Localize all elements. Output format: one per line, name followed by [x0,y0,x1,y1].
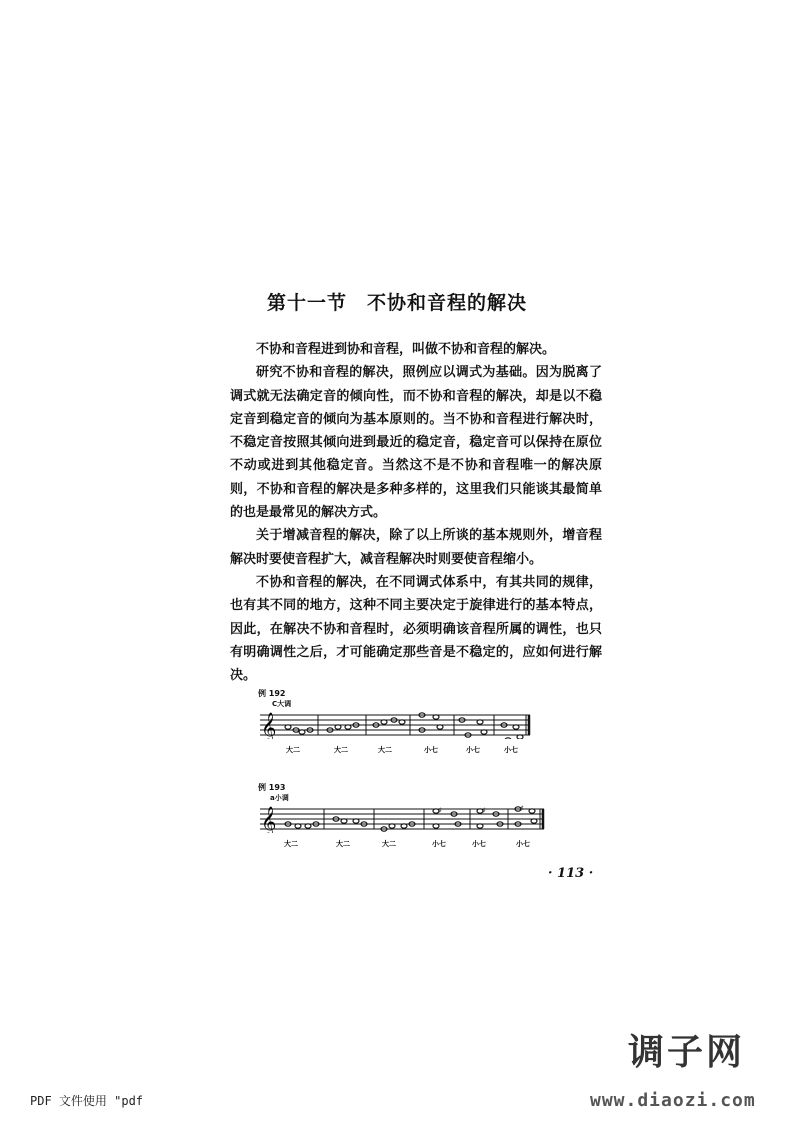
key-label: C大调 [272,700,292,708]
sharp-icon: ♯ [520,804,524,813]
interval-labels [258,743,538,755]
sharp-icon: ♯ [438,806,442,815]
interval-label: 小七 [432,840,446,848]
music-example-192 [258,688,538,755]
treble-clef-icon: 𝄞 [261,807,277,833]
interval-label: 小七 [472,840,486,848]
interval-label: 小七 [504,746,518,754]
example-label: 例 193 [258,783,286,792]
interval-label: 大二 [382,840,396,848]
watermark-url[interactable]: www.diaozi.com [590,1090,756,1111]
interval-label: 大二 [336,840,350,848]
interval-label: 大二 [334,746,348,754]
interval-label: 小七 [466,746,480,754]
section-title: 第十一节 不协和音程的解决 [266,292,527,314]
interval-label: 大二 [284,840,298,848]
paragraph-3: 关于增减音程的解决，除了以上所谈的基本规则外，增音程解决时要使音程扩大，减音程解决时则要使音程缩小。 [230,528,602,567]
paragraph-2: 研究不协和音程的解决，照例应以调式为基础。因为脱离了调式就无法确定音的倾向性，而不协和音程的解决，却是以不稳定音到稳定音的倾向为基本原则的。当不协和音程进行解决时，不稳定音按照其倾向进到最近的稳定音，稳定音可以保持在原位不动或进到其他稳定音。当然这不是不协和音程唯一的解决原则，不协和音程的解决是多种多样的，这里我们只能谈其最简单的也是最常见的解决方式。 [230,365,602,521]
example-label: 例 192 [258,689,286,698]
paragraph-1: 不协和音程进到协和音程，叫做不协和音程的解决。 [256,342,556,357]
interval-label: 小七 [424,746,438,754]
music-staff [258,803,548,833]
sharp-icon: ♯ [482,806,486,815]
body-text [230,338,602,687]
interval-label: 大二 [286,746,300,754]
footer-text: PDF 文件使用 "pdf [30,1094,144,1108]
interval-label: 大二 [378,746,392,754]
paragraph-4: 不协和音程的解决，在不同调式体系中，有其共同的规律，也有其不同的地方，这种不同主要决定于旋律进行的基本特点，因此，在解决不协和音程时，必须明确该音程所属的调性，也只有明确调性之后，才可能确定那些音是不稳定的，应如何进行解决。 [230,574,602,684]
music-example-193 [258,782,538,849]
music-staff [258,709,538,739]
watermark-title: 调子网 [628,1032,746,1073]
interval-labels [258,837,548,849]
treble-clef-icon: 𝄞 [261,713,277,739]
page-number: · 113 · [548,866,594,881]
key-label: a小调 [270,794,289,802]
interval-label: 小七 [516,840,530,848]
